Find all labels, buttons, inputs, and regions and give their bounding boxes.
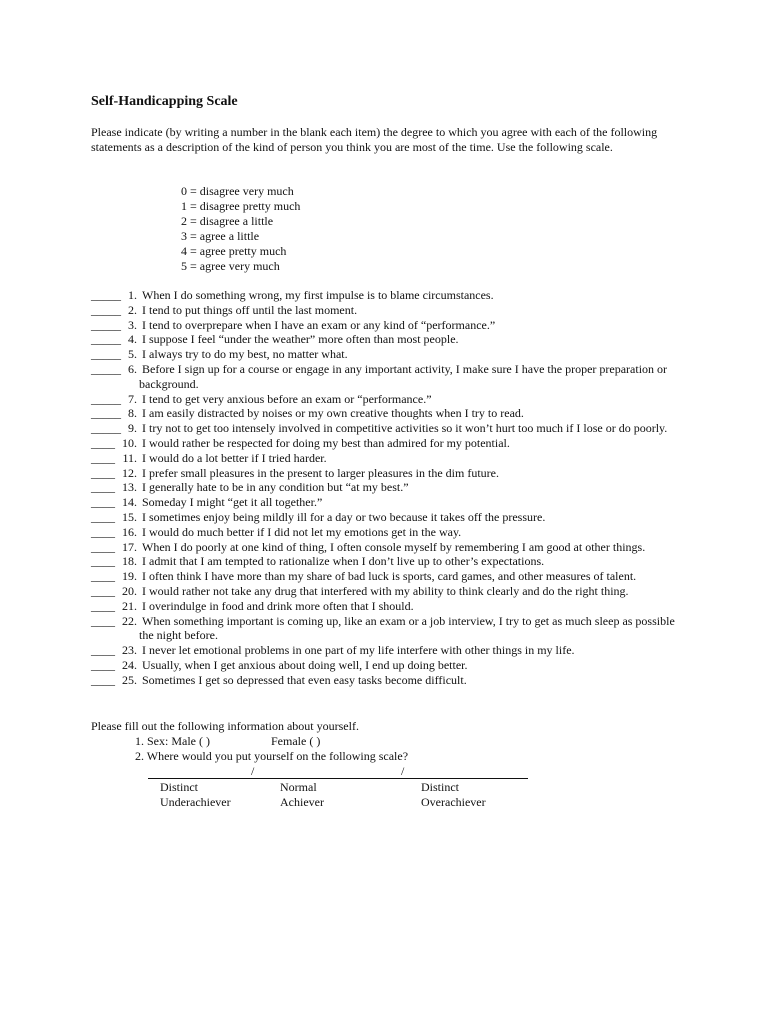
answer-blank[interactable]: ____ (91, 495, 115, 510)
anchor-label: Distinct (160, 780, 198, 794)
answer-blank[interactable]: _____ (91, 347, 121, 362)
statement-item (91, 288, 691, 303)
answer-blank[interactable]: ____ (91, 465, 115, 480)
statement-text: I generally hate to be in any condition but “at my best.” (142, 480, 409, 495)
scale-option: 5 = agree very much (181, 259, 280, 273)
answer-blank[interactable]: _____ (91, 421, 121, 436)
instructions-text: Please indicate (by writing a number in the blank each item) the degree to which you agree with each of the following statements as a description of the kind of person you think you are most of the time. Use the following scale. (91, 125, 658, 155)
statement-item (91, 658, 691, 673)
statement-item (91, 347, 691, 362)
statement-text: I would rather not take any drug that interfered with my ability to think clearly and do the right thing. (142, 583, 629, 598)
statement-item (91, 510, 691, 525)
statement-number: 6. (128, 361, 137, 376)
statement-item (91, 554, 691, 569)
statement-number: 1. (128, 288, 137, 302)
statement-number: 15. (122, 509, 137, 524)
answer-blank[interactable]: ____ (91, 643, 115, 658)
statement-item (91, 332, 691, 347)
statement-item (91, 584, 691, 599)
statement-item (91, 436, 691, 451)
statement-item (91, 451, 691, 466)
statement-item (91, 466, 691, 481)
anchor-label: Normal (280, 780, 317, 794)
answer-blank[interactable]: _____ (91, 302, 121, 317)
statement-item (91, 480, 691, 495)
statement-number: 16. (122, 524, 137, 539)
statement-text: Usually, when I get anxious about doing well, I end up doing better. (142, 657, 468, 672)
scale-option: 3 = agree a little (181, 229, 260, 243)
answer-blank[interactable]: ____ (91, 450, 115, 465)
scale-anchor-achiever (280, 780, 324, 810)
statement-text: I always try to do my best, no matter what. (142, 347, 348, 362)
statement-number: 13. (122, 480, 137, 495)
statement-text: When something important is coming up, like an exam or a job interview, I try to get as much sleep as possible the night before. (139, 613, 675, 643)
statement-text: Before I sign up for a course or engage in any important activity, I make sure I have the proper preparation or background. (139, 361, 668, 391)
answer-blank[interactable]: _____ (91, 361, 121, 376)
statement-text: I suppose I feel “under the weather” more often than most people. (142, 332, 459, 347)
answer-blank[interactable]: ____ (91, 554, 115, 569)
statement-item (91, 421, 691, 436)
statement-text: I tend to put things off until the last moment. (142, 302, 358, 317)
anchor-label: Achiever (280, 795, 324, 809)
statement-number: 19. (122, 569, 137, 584)
answer-blank[interactable]: ____ (91, 583, 115, 598)
statement-number: 4. (128, 332, 137, 347)
statement-number: 5. (128, 347, 137, 362)
statement-text: Someday I might “get it all together.” (142, 495, 323, 510)
statement-number: 22. (122, 613, 137, 628)
answer-blank[interactable]: ____ (91, 524, 115, 539)
statement-item (91, 569, 691, 584)
sex-question (135, 734, 321, 749)
statement-item (91, 392, 691, 407)
statement-number: 17. (122, 539, 137, 554)
statement-item (91, 614, 691, 644)
statement-text: I admit that I am tempted to rationalize when I don’t live up to other’s expectations. (142, 554, 545, 569)
answer-blank[interactable]: ____ (91, 480, 115, 495)
statement-number: 10. (122, 435, 137, 450)
answer-blank[interactable]: _____ (91, 406, 121, 421)
answer-blank[interactable]: ____ (91, 539, 115, 554)
answer-blank[interactable]: ____ (91, 598, 115, 613)
statement-number: 14. (122, 495, 137, 510)
anchor-label: Overachiever (421, 795, 486, 809)
statement-text: Sometimes I get so depressed that even easy tasks become difficult. (142, 672, 467, 687)
statement-number: 3. (128, 317, 137, 332)
answer-blank[interactable]: _____ (91, 332, 121, 347)
statement-text: I would rather be respected for doing my best than admired for my potential. (142, 435, 510, 450)
scale-option: 0 = disagree very much (181, 184, 294, 198)
statement-number: 12. (122, 465, 137, 480)
self-placement-question: 2. Where would you put yourself on the following scale? (135, 749, 409, 763)
anchor-label: Distinct (421, 780, 459, 794)
statement-number: 20. (122, 583, 137, 598)
statement-item (91, 362, 691, 392)
statement-item (91, 599, 691, 614)
answer-blank[interactable]: ____ (91, 509, 115, 524)
statement-item (91, 643, 691, 658)
statement-text: I try not to get too intensely involved in competitive activities so it won’t hurt too much if I lose or do poorly. (142, 421, 668, 436)
anchor-label: Underachiever (160, 795, 231, 809)
statement-item (91, 303, 691, 318)
statement-number: 8. (128, 406, 137, 421)
rating-scale-legend (181, 184, 300, 274)
scale-slash-mark: / (401, 764, 405, 778)
statement-text: I sometimes enjoy being mildly ill for a day or two because it takes off the pressure. (142, 509, 546, 524)
statement-item (91, 540, 691, 555)
female-option[interactable]: Female ( ) (271, 734, 321, 748)
statement-number: 2. (128, 302, 137, 317)
statement-item (91, 495, 691, 510)
statement-text: I would do a lot better if I tried harder. (142, 450, 327, 465)
statement-text: I prefer small pleasures in the present to larger pleasures in the dim future. (142, 465, 499, 480)
statement-number: 7. (128, 391, 137, 406)
statement-text: I am easily distracted by noises or my own creative thoughts when I try to read. (142, 406, 524, 421)
statement-text: I tend to overprepare when I have an exam or any kind of “performance.” (142, 317, 496, 332)
answer-blank[interactable]: ____ (91, 657, 115, 672)
statement-text: I overindulge in food and drink more often that I should. (142, 598, 414, 613)
answer-blank[interactable]: ____ (91, 672, 115, 687)
answer-blank[interactable]: _____ (91, 317, 121, 332)
statement-number: 25. (122, 672, 137, 687)
statement-number: 23. (122, 643, 137, 658)
answer-blank[interactable]: ____ (91, 613, 115, 628)
statement-item (91, 318, 691, 333)
statement-number: 9. (128, 421, 137, 436)
answer-blank[interactable]: ____ (91, 435, 115, 450)
answer-blank[interactable]: _____ (91, 391, 121, 406)
achiever-scale-line[interactable] (148, 778, 528, 779)
statement-number: 18. (122, 554, 137, 569)
scale-anchor-overachiever (421, 780, 486, 810)
statement-list (91, 288, 691, 688)
statement-number: 11. (122, 450, 137, 465)
answer-blank[interactable]: _____ (91, 288, 121, 302)
statement-text: When I do poorly at one kind of thing, I often console myself by remembering I am good at other things. (142, 539, 646, 554)
scale-option: 1 = disagree pretty much (181, 199, 301, 213)
statement-number: 21. (122, 598, 137, 613)
sex-question-label[interactable]: 1. Sex: Male ( ) (135, 734, 210, 748)
info-intro: Please fill out the following information about yourself. (91, 719, 359, 733)
statement-item (91, 406, 691, 421)
answer-blank[interactable]: ____ (91, 569, 115, 584)
statement-text: I would do much better if I did not let my emotions get in the way. (142, 524, 462, 539)
statement-text: I often think I have more than my share of bad luck is sports, card games, and other measures of talent. (142, 569, 637, 584)
page-title: Self-Handicapping Scale (91, 94, 238, 109)
statement-item (91, 525, 691, 540)
statement-text: When I do something wrong, my first impulse is to blame circumstances. (142, 288, 494, 302)
statement-number: 24. (122, 657, 137, 672)
statement-text: I tend to get very anxious before an exam or “performance.” (142, 391, 432, 406)
scale-anchor-underachiever (160, 780, 231, 810)
statement-item (91, 673, 691, 688)
scale-option: 2 = disagree a little (181, 214, 274, 228)
statement-text: I never let emotional problems in one part of my life interfere with other things in my life. (142, 643, 575, 658)
scale-option: 4 = agree pretty much (181, 244, 287, 258)
scale-slash-mark: / (251, 764, 255, 778)
